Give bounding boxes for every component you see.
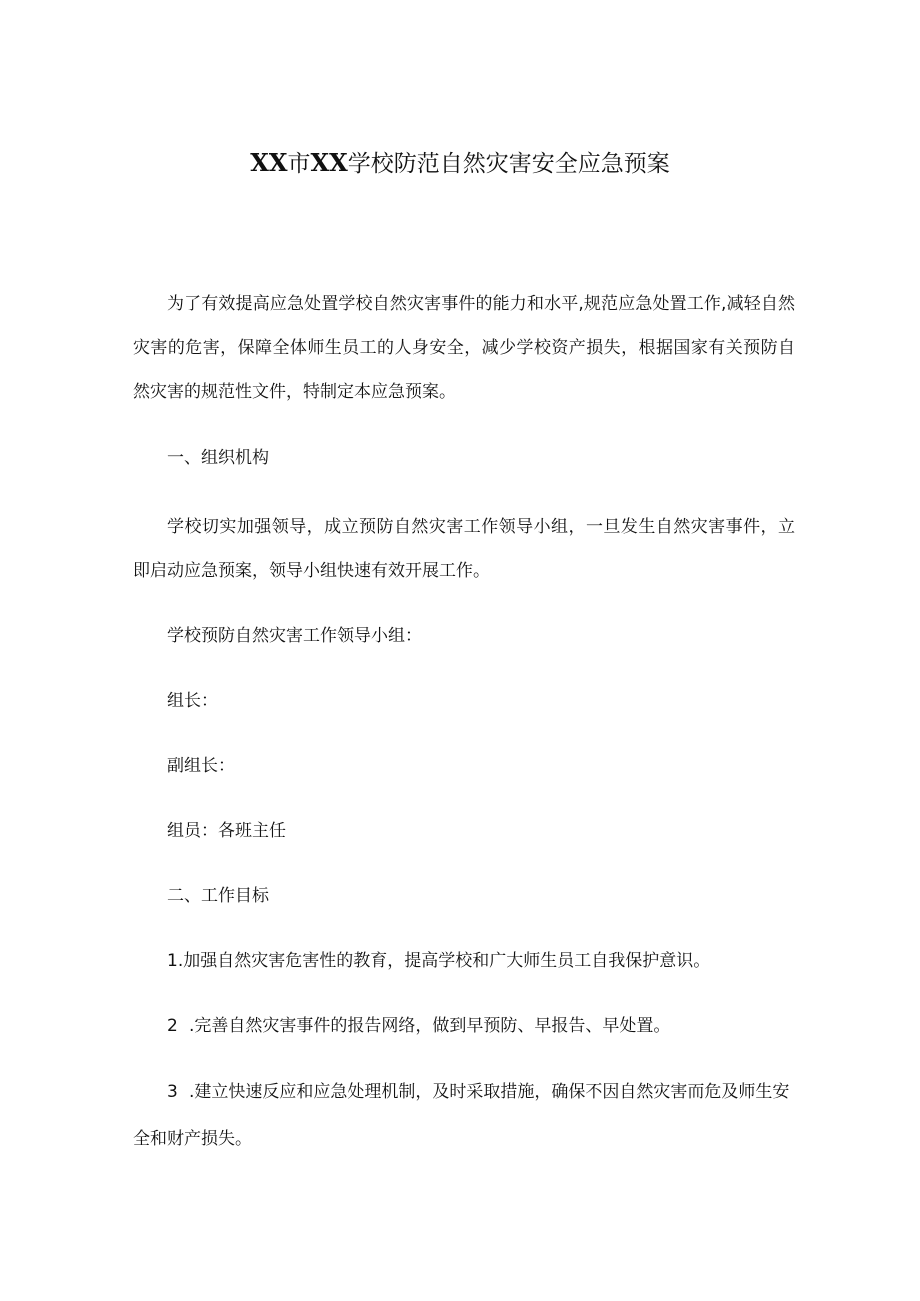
deputy-label: 副组长： <box>167 756 235 776</box>
goal-2-number: 2 <box>167 1016 178 1036</box>
document-title <box>0 146 920 181</box>
title-city-char: 市 <box>287 151 311 177</box>
section1-paragraph: 学校切实加强领导，成立预防自然灾害工作领导小组，一旦发生自然灾害事件，立即启动应急预案，领导小组快速有效开展工作。 <box>133 517 795 581</box>
goal-3 <box>167 1077 789 1107</box>
goal-3-continuation: 全和财产损失。 <box>133 1129 252 1149</box>
leader-label: 组长： <box>167 691 218 711</box>
goal-3-text: .建立快速反应和应急处理机制，及时采取措施，确保不因自然灾害而危及师生安 <box>189 1082 790 1102</box>
title-xx-school: XX <box>310 148 348 177</box>
section1-heading: 一、组织机构 <box>167 448 269 468</box>
section2-heading: 二、工作目标 <box>167 886 269 906</box>
title-xx-city: XX <box>250 148 288 177</box>
group-heading: 学校预防自然灾害工作领导小组： <box>167 626 422 646</box>
goal-3-number: 3 <box>167 1082 178 1102</box>
title-rest: 学校防范自然灾害安全应急预案 <box>347 151 670 177</box>
goal-2 <box>167 1011 670 1041</box>
goal-1: 1.加强自然灾害危害性的教育，提高学校和广大师生员工自我保护意识。 <box>167 951 711 971</box>
members-label: 组员：各班主任 <box>167 821 286 841</box>
intro-paragraph: 为了有效提高应急处置学校自然灾害事件的能力和水平,规范应急处置工作,减轻自然灾害的危害，保障全体师生员工的人身安全，减少学校资产损失，根据国家有关预防自然灾害的规范性文件，特制定本应急预案。 <box>133 294 795 402</box>
goal-2-text: .完善自然灾害事件的报告网络，做到早预防、早报告、早处置。 <box>189 1016 671 1036</box>
